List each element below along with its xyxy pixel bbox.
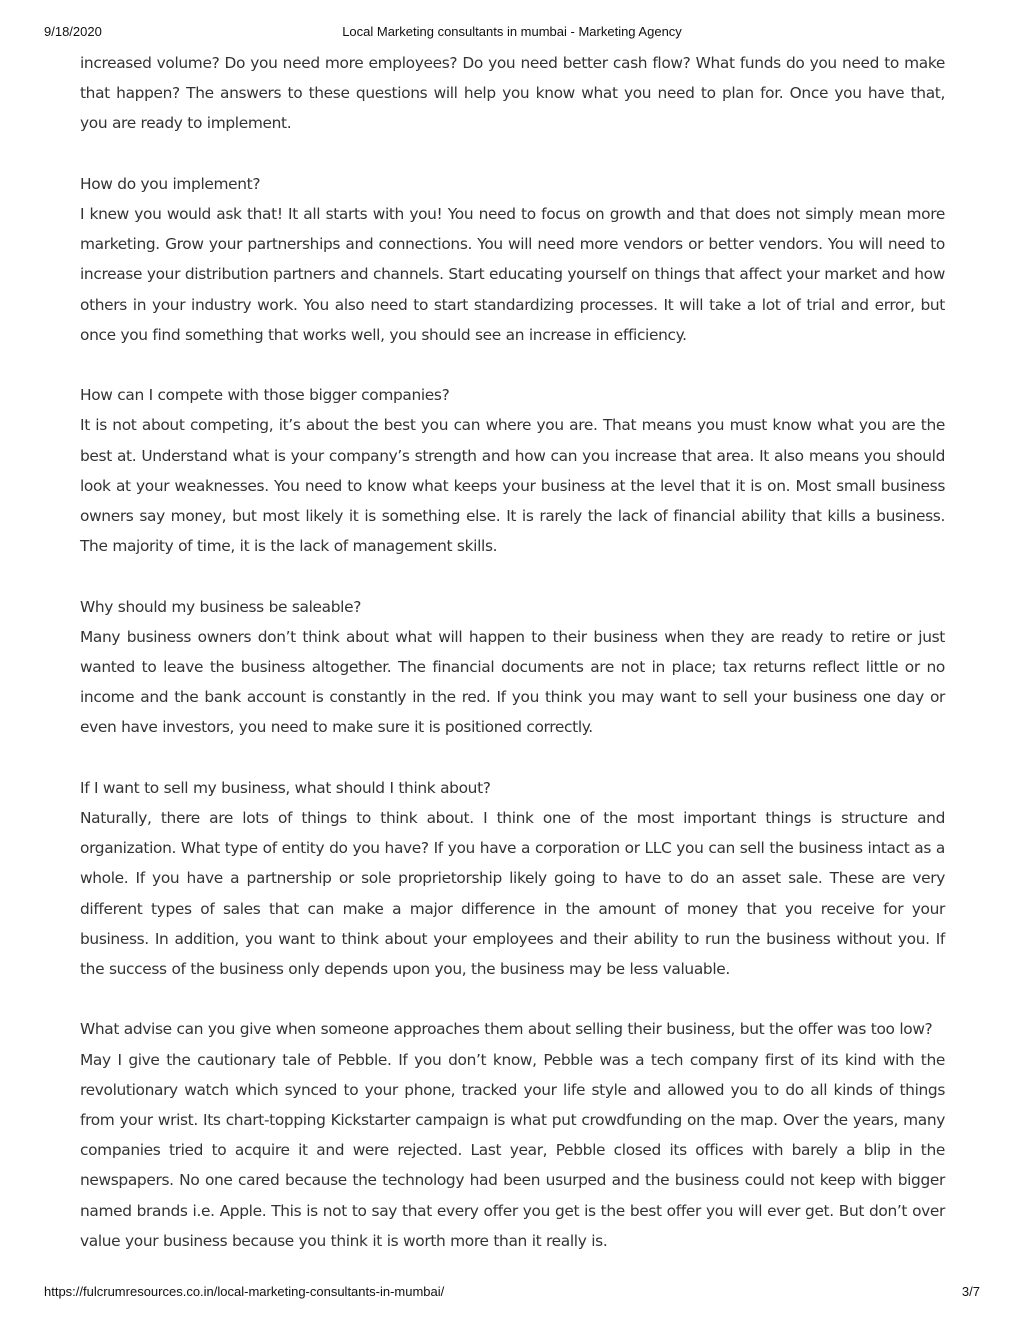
page-title: Local Marketing consultants in mumbai - Marketing Agency (342, 24, 682, 39)
question-heading: How can I compete with those bigger companies? (80, 386, 450, 405)
answer-paragraph: I knew you would ask that! It all starts with you! You need to focus on growth and that does not simply mean more marketing. Grow your partnerships and connections. You will need more vendors or better vendors. You will need to increase your distribution partners and channels. Start educating yourself on things that affect your market and how others in your industry work. You also need to start standardizing processes. It will take a lot of trial and error, but once you find something that works well, you should see an increase in efficiency. (80, 205, 945, 344)
print-header (44, 24, 980, 42)
answer-paragraph: Many business owners don’t think about what will happen to their business when they are ready to retire or just wanted to leave the business altogether. The financial documents are not in place; tax returns reflect little or no income and the bank account is constantly in the red. If you think you may want to sell your business one day or even have investors, you need to make sure it is positioned correctly. (80, 627, 945, 737)
question-heading: Why should my business be saleable? (80, 597, 362, 616)
faq-section-offer (80, 1014, 945, 1256)
intro-paragraph: increased volume? Do you need more employees? Do you need better cash flow? What funds do you need to make that happen? The answers to these questions will help you know what you need to plan for. Once you have that, you are ready to implement. (80, 54, 945, 133)
faq-section-compete (80, 380, 945, 561)
faq-section-implement (80, 169, 945, 350)
print-footer (44, 1284, 980, 1302)
page-number: 3/7 (961, 1284, 980, 1299)
faq-section-saleable (80, 592, 945, 743)
answer-paragraph: Naturally, there are lots of things to think about. I think one of the most important things is structure and organization. What type of entity do you have? If you have a corporation or LLC you can sell the business intact as a whole. If you have a partnership or sole proprietorship likely going to have to do an asset sale. These are very different types of sales that can make a major difference in the amount of money that you receive for your business. In addition, you want to think about your employees and their ability to run the business without you. If the success of the business only depends upon you, the business may be less valuable. (80, 809, 945, 979)
question-heading: What advise can you give when someone approaches them about selling their business, but the offer was too low? (80, 1020, 933, 1039)
page-url: https://fulcrumresources.co.in/local-marketing-consultants-in-mumbai/ (44, 1284, 445, 1299)
faq-section-sell (80, 773, 945, 984)
answer-paragraph: May I give the cautionary tale of Pebble. If you don’t know, Pebble was a tech company first of its kind with the revolutionary watch which synced to your phone, tracked your life style and allowed you to do all kinds of things from your wrist. Its chart-topping Kickstarter campaign is what put crowdfunding on the map. Over the years, many companies tried to acquire it and were rejected. Last year, Pebble closed its offices with barely a blip in the newspapers. No one cared because the technology had been usurped and the business could not keep with bigger named brands i.e. Apple. This is not to say that every offer you get is the best offer you will ever get. But don’t over value your business because you think it is worth more than it really is. (80, 1050, 945, 1250)
print-date: 9/18/2020 (44, 24, 102, 39)
question-heading: If I want to sell my business, what should I think about? (80, 778, 491, 797)
answer-paragraph: It is not about competing, it’s about the best you can where you are. That means you must know what you are the best at. Understand what is your company’s strength and how can you increase that area. It also means you should look at your weaknesses. You need to know what keeps your business at the level that it is on. Most small business owners say money, but most likely it is something else. It is rarely the lack of financial ability that kills a business. The majority of time, it is the lack of management skills. (80, 416, 945, 556)
article-body (80, 48, 945, 1286)
question-heading: How do you implement? (80, 174, 261, 193)
